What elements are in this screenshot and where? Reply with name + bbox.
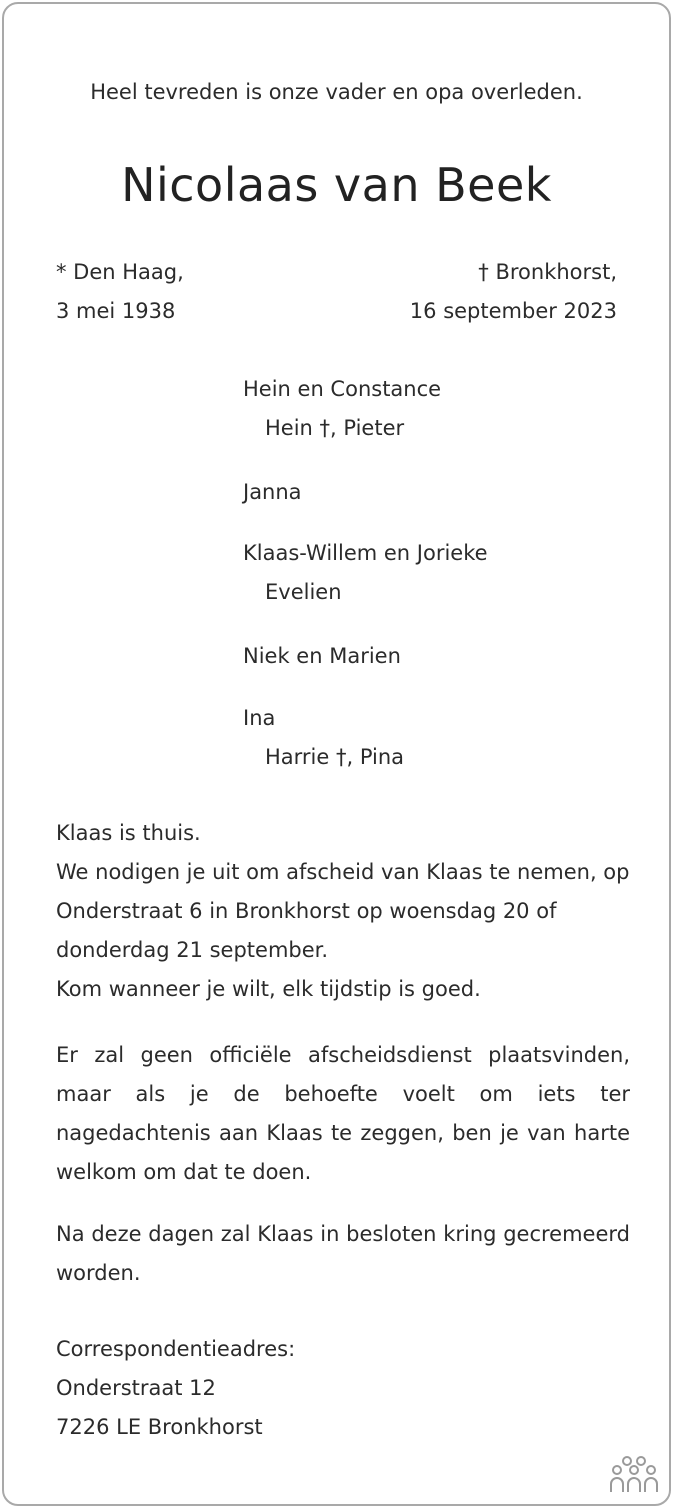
family-grandchildren: Hein †, Pieter [265, 416, 405, 440]
correspondence-street: Onderstraat 12 [56, 1376, 216, 1400]
intro-text: Heel tevreden is onze vader en opa overleden. [90, 80, 583, 104]
correspondence-city: 7226 LE Bronkhorst [56, 1415, 263, 1439]
ceremony-paragraph: Er zal geen officiële afscheidsdienst plaatsvinden, maar als je de behoefte voelt om iets ter nagedachtenis aan Klaas te zeggen, ben je van harte welkom om dat te doen. [56, 1043, 630, 1184]
cremation-paragraph: Na deze dagen zal Klaas in besloten kring gecremeerd worden. [56, 1222, 630, 1285]
visitation-paragraph: Klaas is thuis. We nodigen je uit om afscheid van Klaas te nemen, op Onderstraat 6 in Bronkhorst op woensdag 20 of donderdag 21 september. Kom wanneer je wilt, elk tijdstip is goed. [56, 821, 630, 1001]
death-date: 16 september 2023 [409, 299, 617, 323]
correspondence-label: Correspondentieadres: [56, 1337, 296, 1361]
death-place: † Bronkhorst, [478, 260, 617, 284]
family-member: Ina [243, 706, 276, 730]
birth-place: * Den Haag, [56, 260, 184, 284]
family-member: Janna [243, 480, 302, 504]
deceased-name: Nicolaas van Beek [121, 158, 552, 212]
people-group-icon [609, 1454, 659, 1494]
obituary-card [2, 2, 671, 1506]
family-member: Niek en Marien [243, 644, 401, 668]
family-member: Hein en Constance [243, 377, 442, 401]
family-member: Klaas-Willem en Jorieke [243, 541, 488, 565]
family-grandchildren: Evelien [265, 580, 342, 604]
birth-date: 3 mei 1938 [56, 299, 176, 323]
family-grandchildren: Harrie †, Pina [265, 745, 405, 769]
